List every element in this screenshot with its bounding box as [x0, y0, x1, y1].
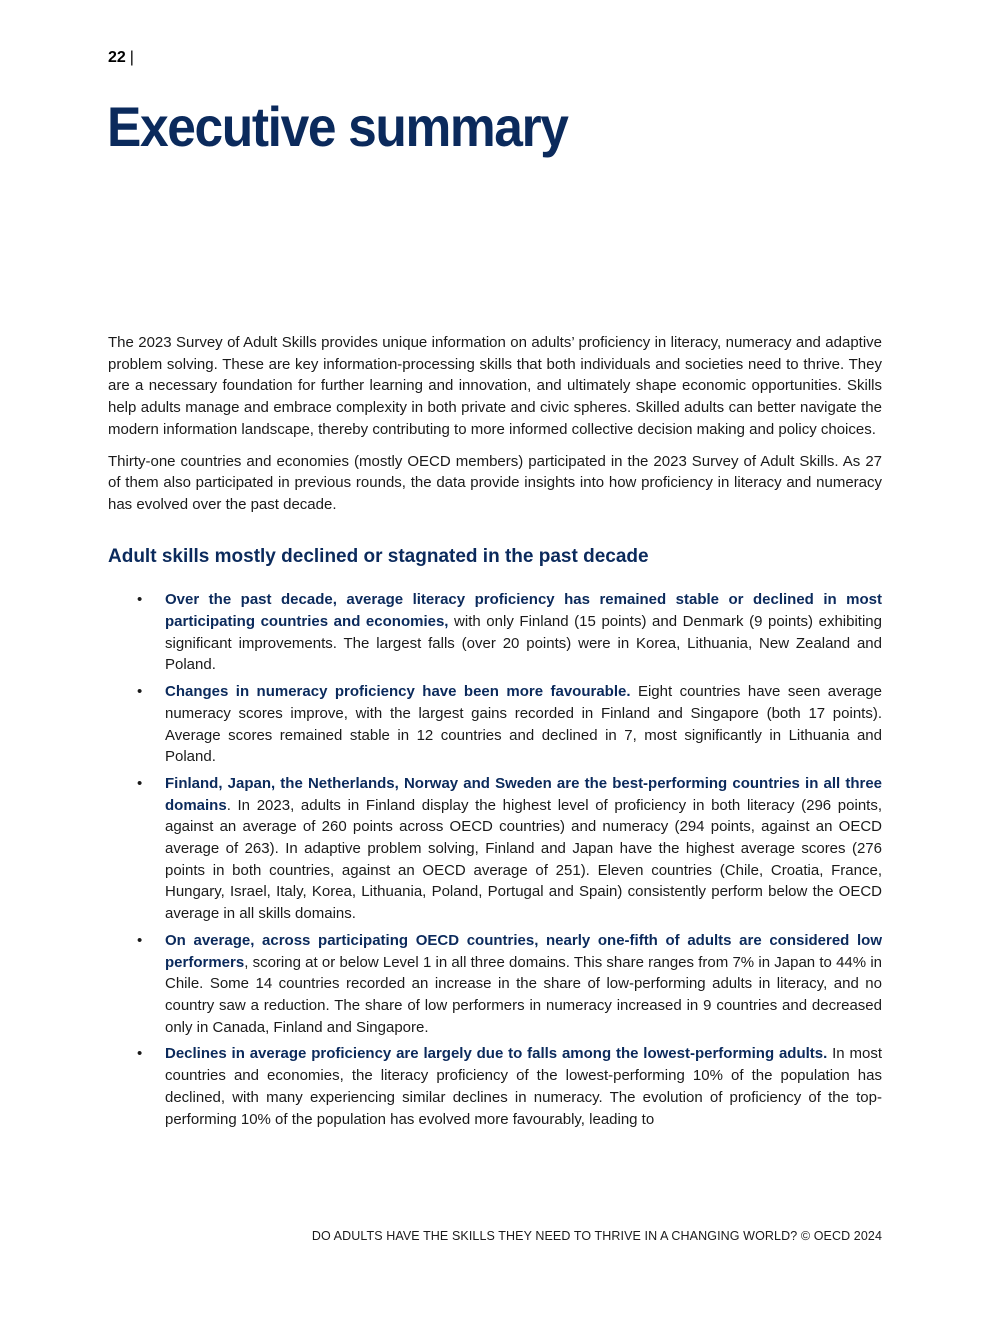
intro-paragraph-1: The 2023 Survey of Adult Skills provides unique information on adults’ proficiency in literacy, numeracy and adaptive problem solving. These are key information-processing skills that both individuals and societies need to thrive. They are a necessary foundation for further learning and innovation, and ultimately shape economic opportunities. Skills help adults manage and embrace complexity in both private and civic spheres. Skilled adults can better navigate the modern information landscape, thereby contributing to more informed collective decision making and policy choices.	[108, 334, 882, 438]
list-item	[108, 1043, 882, 1130]
bullet-lead: On average, across participating OECD countries, nearly one-fifth of adults are considered low performers	[165, 931, 882, 971]
page-footer: DO ADULTS HAVE THE SKILLS THEY NEED TO THRIVE IN A CHANGING WORLD? © OECD 2024	[311, 1229, 882, 1243]
page-title: Executive summary	[107, 95, 568, 158]
intro-paragraph-2: Thirty-one countries and economies (mostly OECD members) participated in the 2023 Survey of Adult Skills. As 27 of them also participated in previous rounds, the data provide insights into how proficiency in literacy and numeracy has evolved over the past decade.	[108, 452, 882, 513]
bullet-lead: Finland, Japan, the Netherlands, Norway and Sweden are the best-performing countries in all three domains	[165, 774, 882, 814]
bullet-icon: •	[137, 774, 143, 792]
section-heading: Adult skills mostly declined or stagnated in the past decade	[108, 545, 649, 567]
findings-list	[108, 589, 882, 1130]
list-item	[108, 589, 882, 676]
bullet-text: Eight countries have seen average numeracy scores improve, with the largest gains recorded in Finland and Singapore (both 17 points). Average scores remained stable in 12 countries and declined in 7, most significantly in Lithuania and Poland.	[165, 683, 882, 766]
bullet-text: In most countries and economies, the literacy proficiency of the lowest-performing 10% of the population has declined, with many experiencing similar declines in numeracy. The evolution of proficiency of the top-performing 10% of the population has evolved more favourably, leading to	[165, 1045, 882, 1128]
bullet-lead: Over the past decade, average literacy proficiency has remained stable or declined in most participating countries and economies,	[165, 591, 882, 631]
bullet-icon: •	[137, 683, 143, 701]
page-number	[108, 49, 134, 67]
bullet-text: . In 2023, adults in Finland display the highest level of proficiency in both literacy (296 points, against an average of 260 points across OECD countries) and numeracy (294 points, against an OECD average of 263). In adaptive problem solving, Finland and Japan have the highest average scores (276 points in both countries, against an OECD average of 251). Eleven countries (Chile, Croatia, France, Hungary, Israel, Italy, Korea, Lithuania, Poland, Portugal and Spain) consistently perform below the OECD average in all skills domains.	[165, 796, 882, 923]
page-number-value: 22	[108, 49, 126, 66]
bullet-lead: Declines in average proficiency are largely due to falls among the lowest-performing adults.	[165, 1045, 828, 1063]
bullet-lead: Changes in numeracy proficiency have been more favourable.	[165, 683, 631, 701]
bullet-text: with only Finland (15 points) and Denmark (9 points) exhibiting significant improvements. The largest falls (over 20 points) were in Korea, Lithuania, New Zealand and Poland.	[165, 613, 882, 674]
bullet-icon: •	[137, 1045, 143, 1063]
bullet-icon: •	[137, 591, 143, 609]
list-item	[108, 930, 882, 1039]
body-content	[108, 332, 882, 1135]
list-item	[108, 773, 882, 925]
list-item	[108, 681, 882, 768]
bullet-text: , scoring at or below Level 1 in all three domains. This share ranges from 7% in Japan to 44% in Chile. Some 14 countries recorded an increase in the share of low-performing adults in literacy, and no country saw a reduction. The share of low performers in numeracy increased in 9 countries and decreased only in Canada, Finland and Singapore.	[165, 953, 882, 1036]
page-number-separator: |	[129, 49, 134, 66]
bullet-icon: •	[137, 931, 143, 949]
